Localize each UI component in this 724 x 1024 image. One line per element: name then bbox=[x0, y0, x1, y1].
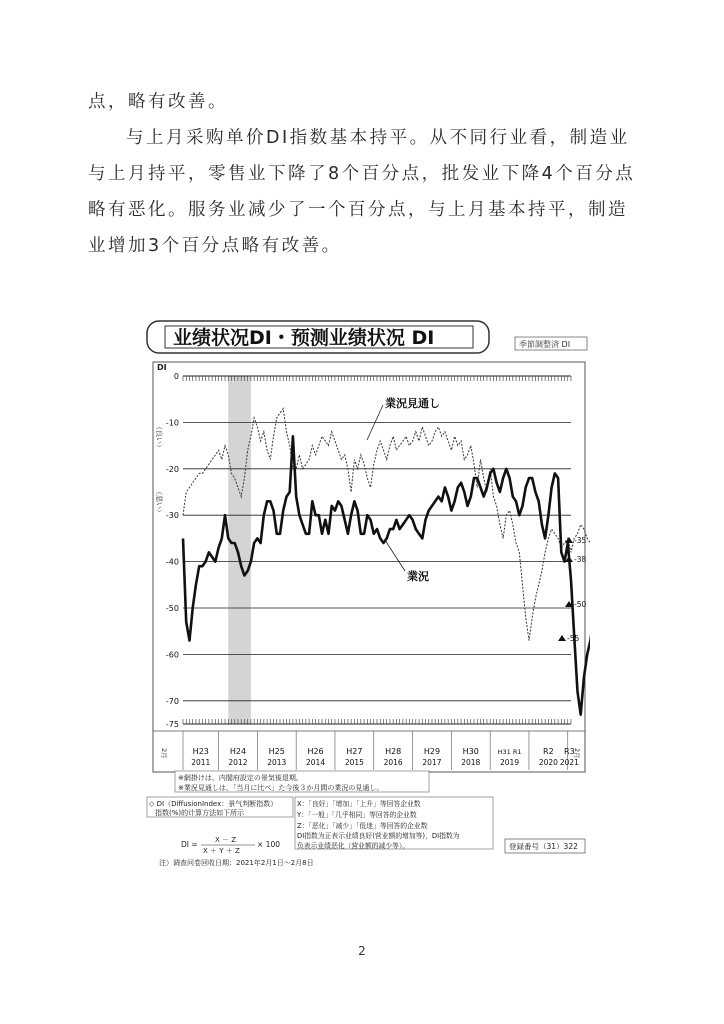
x-year-label-jp: H28 bbox=[385, 747, 402, 756]
legend-note-forecast: ※業況見通しは、「当月に比べ」た今後３か月間の業況の見通し。 bbox=[178, 784, 384, 792]
y-tick-label: -60 bbox=[165, 650, 179, 660]
y-tick-label: -75 bbox=[165, 720, 179, 729]
label-forecast: 業況見通し bbox=[385, 397, 440, 410]
season-note: 季節調整済 DI bbox=[519, 340, 571, 349]
x-year-label-ad: 2014 bbox=[306, 758, 326, 767]
x-year-label-ad: 2021 bbox=[559, 758, 579, 767]
x-year-label-ad: 2013 bbox=[267, 758, 287, 767]
recession-shading bbox=[228, 376, 251, 724]
x-year-label-ad: 2011 bbox=[191, 758, 211, 767]
marker-value: -35 bbox=[574, 536, 587, 545]
x-edge-left: 2月 bbox=[160, 748, 168, 759]
y-tick-label: -30 bbox=[165, 511, 179, 521]
y-tick-label: 0 bbox=[173, 372, 179, 381]
definition-note-positive: DI指数为正表示业绩良好(营业额的增加等)，DI指数为 bbox=[297, 832, 460, 840]
x-year-label-jp: H30 bbox=[462, 747, 479, 756]
y-axis-title: DI bbox=[157, 363, 167, 372]
x-year-label-jp: H24 bbox=[229, 747, 247, 756]
formula-multiplier: × 100 bbox=[257, 840, 280, 849]
marker-value: -50 bbox=[574, 600, 587, 609]
y-side-label-bad: （悪い） bbox=[155, 488, 163, 516]
definition-x: X：「良好」「增加」「上升」等回答企业数 bbox=[297, 800, 421, 808]
x-year-label-ad: 2015 bbox=[344, 758, 364, 767]
formula-subtitle: 指数(%)的计算方法如下所示 bbox=[155, 809, 245, 817]
paragraph-line: 略有恶化。服务业减少了一个百分点，与上月基本持平，制造 bbox=[88, 200, 628, 220]
chart-title: 业绩状况DI・预测业绩状况 DI bbox=[173, 327, 435, 349]
di-chart-svg bbox=[145, 318, 590, 873]
x-year-label-jp: H31 R1 bbox=[497, 748, 522, 756]
x-year-label-jp: H25 bbox=[268, 747, 285, 756]
page-number: 2 bbox=[358, 944, 366, 958]
di-chart-figure bbox=[145, 318, 590, 873]
x-edge-right: 2月 bbox=[573, 748, 581, 759]
x-year-label-jp: R3 bbox=[564, 747, 575, 756]
paragraph-continuation: 点，略有改善。 bbox=[88, 92, 228, 112]
paragraph-line: 与上月采购单价DI指数基本持平。从不同行业看，制造业 bbox=[126, 128, 630, 148]
formula-header: ◇ DI（DiffusionIndex：景气判断指数） bbox=[149, 800, 278, 808]
y-tick-label: -70 bbox=[165, 696, 179, 706]
x-year-label-ad: 2018 bbox=[461, 758, 481, 767]
x-year-label-jp: H26 bbox=[307, 747, 324, 756]
x-year-label-jp: H23 bbox=[192, 747, 209, 756]
x-year-label-jp: H29 bbox=[423, 747, 441, 756]
chart-frame bbox=[153, 362, 585, 772]
x-year-label-ad: 2019 bbox=[500, 758, 520, 767]
y-tick-label: -40 bbox=[165, 557, 179, 567]
paragraph-purchase-price bbox=[88, 120, 640, 264]
paragraph-line: 与上月持平，零售业下降了8个百分点，批发业下降4个百分点 bbox=[88, 164, 636, 184]
definition-y: Y：「一般」「几乎相同」等回答的企业数 bbox=[297, 811, 417, 819]
definition-note-negative: 负表示业绩恶化（营业额的减少等）。 bbox=[297, 842, 410, 850]
x-year-label-jp: R2 bbox=[543, 747, 554, 756]
marker-value: -38 bbox=[574, 555, 587, 564]
x-year-label-ad: 2016 bbox=[383, 758, 403, 767]
y-tick-label: -50 bbox=[165, 604, 179, 613]
legend-note-shading: ※網掛けは、内閣府設定の景気後退期。 bbox=[178, 774, 303, 782]
x-year-label-jp: H27 bbox=[346, 747, 363, 756]
paragraph-line: 业增加3个百分点略有改善。 bbox=[88, 236, 342, 256]
formula-denominator: X ＋ Y ＋ Z bbox=[203, 847, 240, 855]
definition-z: Z：「恶化」「减少」「低迷」等回答的企业数 bbox=[297, 822, 428, 830]
x-year-label-ad: 2020 bbox=[538, 758, 558, 767]
register-number: 登録番号（31）322 bbox=[509, 842, 578, 851]
formula-left: DI = bbox=[181, 840, 198, 849]
y-tick-label: -20 bbox=[165, 464, 179, 474]
x-year-label-ad: 2017 bbox=[422, 758, 442, 767]
y-side-label-good: （良い） bbox=[155, 423, 163, 451]
marker-value: -55 bbox=[567, 634, 580, 643]
x-year-label-ad: 2012 bbox=[228, 758, 248, 767]
formula-numerator: X － Z bbox=[215, 836, 237, 844]
survey-note: 注）调查问卷回收日期：2021年2月1日～2月8日 bbox=[159, 859, 314, 867]
label-actual: 業況 bbox=[407, 570, 429, 583]
y-tick-label: -10 bbox=[165, 418, 179, 428]
